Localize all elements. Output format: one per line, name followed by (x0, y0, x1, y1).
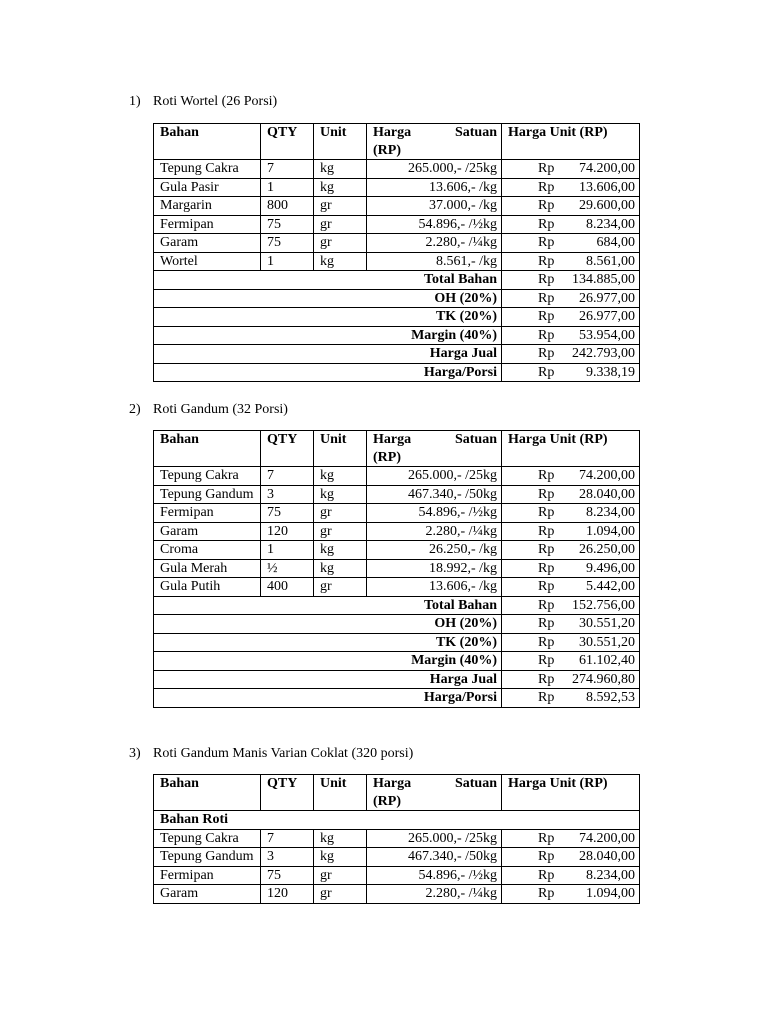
harga-unit-cell (502, 252, 640, 271)
amount-value: 9.338,19 (586, 364, 635, 380)
bahan-cell: Croma (154, 541, 261, 560)
bahan-cell: Gula Pasir (154, 178, 261, 197)
qty-cell: 75 (261, 234, 314, 253)
currency-label: Rp (538, 634, 555, 650)
harga-satuan-cell: 13.606,- /kg (367, 578, 502, 597)
amount (508, 578, 635, 596)
header-harga-unit: Harga Unit (RP) (502, 124, 640, 160)
amount (508, 541, 635, 559)
summary-row (154, 289, 640, 308)
amount-value: 30.551,20 (579, 634, 635, 650)
header-qty: QTY (261, 124, 314, 160)
harga-satuan-cell: 265.000,- /25kg (367, 467, 502, 486)
amount (508, 671, 635, 689)
harga-unit-cell (502, 467, 640, 486)
amount (508, 830, 635, 848)
bahan-cell: Fermipan (154, 215, 261, 234)
summary-label: Harga/Porsi (154, 363, 502, 382)
harga-satuan-cell: 26.250,- /kg (367, 541, 502, 560)
summary-label: Total Bahan (154, 271, 502, 290)
qty-cell: 120 (261, 522, 314, 541)
header-harga-unit: Harga Unit (RP) (502, 431, 640, 467)
currency-label: Rp (538, 671, 555, 687)
amount (508, 290, 635, 308)
amount-value: 29.600,00 (579, 198, 635, 213)
amount-value: 26.977,00 (579, 290, 635, 306)
summary-row (154, 633, 640, 652)
amount (508, 216, 635, 234)
bahan-cell: Tepung Cakra (154, 829, 261, 848)
summary-row (154, 652, 640, 671)
unit-cell: kg (314, 829, 367, 848)
amount-value: 74.200,00 (579, 161, 635, 176)
harga-satuan-cell: 467.340,- /50kg (367, 485, 502, 504)
summary-row (154, 689, 640, 708)
qty-cell: 3 (261, 848, 314, 867)
unit-cell: kg (314, 848, 367, 867)
harga-satuan-cell: 18.992,- /kg (367, 559, 502, 578)
header-harga-line (373, 775, 497, 793)
harga-unit-cell (502, 522, 640, 541)
bahan-cell: Gula Putih (154, 578, 261, 597)
unit-cell: kg (314, 541, 367, 560)
amount (508, 327, 635, 345)
summary-row (154, 308, 640, 327)
table-row (154, 504, 640, 523)
summary-label: TK (20%) (154, 633, 502, 652)
header-unit: Unit (314, 775, 367, 811)
table-row (154, 467, 640, 486)
harga-unit-cell (502, 848, 640, 867)
qty-cell: 75 (261, 215, 314, 234)
currency-label: Rp (538, 653, 555, 668)
unit-cell: gr (314, 522, 367, 541)
header-satuan-word: Satuan (454, 776, 497, 791)
amount-value: 74.200,00 (579, 830, 635, 846)
section-heading-1 (129, 94, 277, 110)
currency-label: Rp (538, 542, 555, 557)
table-row (154, 485, 640, 504)
currency-label: Rp (538, 690, 555, 705)
section-number: 3) (129, 746, 141, 761)
table-row (154, 522, 640, 541)
unit-cell: gr (314, 504, 367, 523)
table-row (154, 252, 640, 271)
amount-value: 61.102,40 (579, 653, 635, 668)
harga-unit-cell (502, 652, 640, 671)
section-number: 1) (129, 94, 141, 109)
amount-value: 30.551,20 (579, 616, 635, 631)
currency-label: Rp (538, 830, 555, 846)
qty-cell: 1 (261, 541, 314, 560)
qty-cell: 400 (261, 578, 314, 597)
amount (508, 615, 635, 633)
harga-unit-cell (502, 504, 640, 523)
summary-label: Harga Jual (154, 670, 502, 689)
qty-cell: 75 (261, 866, 314, 885)
section-title: Roti Wortel (26 Porsi) (153, 94, 278, 109)
currency-label: Rp (538, 179, 555, 195)
harga-unit-cell (502, 578, 640, 597)
qty-cell: 3 (261, 485, 314, 504)
amount (508, 345, 635, 363)
harga-unit-cell (502, 308, 640, 327)
amount (508, 504, 635, 522)
bahan-cell: Margarin (154, 197, 261, 216)
summary-row (154, 670, 640, 689)
harga-unit-cell (502, 271, 640, 290)
amount (508, 467, 635, 485)
bahan-cell: Gula Merah (154, 559, 261, 578)
harga-unit-cell (502, 615, 640, 634)
summary-row (154, 326, 640, 345)
table-row (154, 541, 640, 560)
qty-cell: 7 (261, 467, 314, 486)
unit-cell: gr (314, 234, 367, 253)
qty-cell: 1 (261, 178, 314, 197)
amount-value: 1.094,00 (586, 886, 635, 901)
summary-label: Harga Jual (154, 345, 502, 364)
amount-value: 5.442,00 (586, 579, 635, 594)
amount-value: 8.234,00 (586, 867, 635, 883)
table-row (154, 866, 640, 885)
qty-cell: 7 (261, 160, 314, 179)
harga-unit-cell (502, 326, 640, 345)
header-rp-word: (RP) (373, 793, 401, 809)
bahan-cell: Fermipan (154, 866, 261, 885)
unit-cell: gr (314, 885, 367, 904)
harga-unit-cell (502, 363, 640, 382)
table-row (154, 197, 640, 216)
header-harga-satuan (367, 431, 502, 467)
harga-unit-cell (502, 670, 640, 689)
currency-label: Rp (538, 468, 555, 483)
currency-label: Rp (538, 327, 555, 343)
amount (508, 486, 635, 504)
harga-satuan-cell: 54.896,- /½kg (367, 504, 502, 523)
table-row (154, 215, 640, 234)
qty-cell: 7 (261, 829, 314, 848)
qty-cell: 75 (261, 504, 314, 523)
unit-cell: kg (314, 467, 367, 486)
amount-value: 9.496,00 (586, 560, 635, 576)
summary-label: Harga/Porsi (154, 689, 502, 708)
unit-cell: kg (314, 160, 367, 179)
harga-satuan-cell: 2.280,- /¼kg (367, 522, 502, 541)
unit-cell: kg (314, 178, 367, 197)
qty-cell: 1 (261, 252, 314, 271)
amount (508, 689, 635, 707)
amount (508, 197, 635, 215)
harga-satuan-cell: 265.000,- /25kg (367, 829, 502, 848)
harga-unit-cell (502, 234, 640, 253)
harga-unit-cell (502, 689, 640, 708)
currency-label: Rp (538, 560, 555, 576)
section-heading-2 (129, 402, 288, 418)
amount (508, 597, 635, 615)
harga-satuan-cell: 54.896,- /½kg (367, 215, 502, 234)
bahan-cell: Tepung Cakra (154, 160, 261, 179)
amount-value: 74.200,00 (579, 468, 635, 483)
bahan-cell: Tepung Gandum (154, 485, 261, 504)
header-harga-line (373, 431, 497, 449)
header-satuan-word: Satuan (454, 125, 497, 140)
summary-row (154, 615, 640, 634)
amount (508, 652, 635, 670)
summary-row (154, 363, 640, 382)
amount-value: 684,00 (596, 235, 635, 250)
table-row (154, 578, 640, 597)
header-harga-word: Harga (373, 432, 412, 447)
amount-value: 134.885,00 (572, 272, 635, 287)
section-title: Roti Gandum Manis Varian Coklat (320 porsi) (153, 746, 414, 761)
table-row (154, 829, 640, 848)
header-harga-satuan (367, 124, 502, 160)
cost-table-1 (153, 123, 640, 382)
qty-cell: 800 (261, 197, 314, 216)
amount-value: 8.234,00 (586, 505, 635, 520)
section-number: 2) (129, 402, 141, 417)
bahan-cell: Garam (154, 522, 261, 541)
amount (508, 634, 635, 652)
qty-cell: 120 (261, 885, 314, 904)
table-row (154, 559, 640, 578)
harga-unit-cell (502, 633, 640, 652)
summary-row (154, 345, 640, 364)
group-label: Bahan Roti (154, 811, 640, 830)
header-unit: Unit (314, 431, 367, 467)
harga-unit-cell (502, 197, 640, 216)
bahan-cell: Tepung Gandum (154, 848, 261, 867)
currency-label: Rp (538, 867, 555, 883)
summary-label: TK (20%) (154, 308, 502, 327)
harga-satuan-cell: 8.561,- /kg (367, 252, 502, 271)
amount (508, 160, 635, 178)
summary-row (154, 596, 640, 615)
currency-label: Rp (538, 272, 555, 287)
amount-value: 242.793,00 (572, 346, 635, 361)
unit-cell: gr (314, 866, 367, 885)
unit-cell: kg (314, 252, 367, 271)
currency-label: Rp (538, 216, 555, 232)
table-header-row (154, 775, 640, 811)
amount (508, 234, 635, 252)
header-satuan-word: Satuan (454, 432, 497, 447)
table-row (154, 160, 640, 179)
summary-label: Total Bahan (154, 596, 502, 615)
unit-cell: gr (314, 197, 367, 216)
summary-label: Margin (40%) (154, 326, 502, 345)
currency-label: Rp (538, 849, 555, 864)
harga-satuan-cell: 13.606,- /kg (367, 178, 502, 197)
harga-unit-cell (502, 345, 640, 364)
harga-satuan-cell: 37.000,- /kg (367, 197, 502, 216)
amount-value: 8.592,53 (586, 690, 635, 705)
amount (508, 271, 635, 289)
amount (508, 848, 635, 866)
currency-label: Rp (538, 486, 555, 502)
currency-label: Rp (538, 198, 555, 213)
header-bahan: Bahan (154, 124, 261, 160)
header-harga-word: Harga (373, 776, 412, 791)
bahan-cell: Garam (154, 885, 261, 904)
amount (508, 364, 635, 382)
harga-unit-cell (502, 215, 640, 234)
currency-label: Rp (538, 523, 555, 539)
header-harga-unit: Harga Unit (RP) (502, 775, 640, 811)
amount-value: 53.954,00 (579, 327, 635, 343)
header-rp-word: (RP) (373, 142, 401, 158)
currency-label: Rp (538, 364, 555, 380)
amount (508, 560, 635, 578)
summary-row (154, 271, 640, 290)
unit-cell: kg (314, 559, 367, 578)
amount-value: 1.094,00 (586, 523, 635, 539)
table-row (154, 234, 640, 253)
harga-unit-cell (502, 885, 640, 904)
group-row (154, 811, 640, 830)
bahan-cell: Tepung Cakra (154, 467, 261, 486)
table-header-row (154, 431, 640, 467)
amount (508, 885, 635, 903)
amount (508, 253, 635, 271)
currency-label: Rp (538, 309, 555, 324)
harga-satuan-cell: 54.896,- /½kg (367, 866, 502, 885)
header-harga-line (373, 124, 497, 142)
currency-label: Rp (538, 597, 555, 613)
bahan-cell: Wortel (154, 252, 261, 271)
currency-label: Rp (538, 161, 555, 176)
header-bahan: Bahan (154, 431, 261, 467)
harga-unit-cell (502, 596, 640, 615)
summary-label: OH (20%) (154, 289, 502, 308)
amount-value: 28.040,00 (579, 849, 635, 864)
cost-table-2 (153, 430, 640, 708)
header-qty: QTY (261, 775, 314, 811)
table-header-row (154, 124, 640, 160)
amount-value: 13.606,00 (579, 179, 635, 195)
currency-label: Rp (538, 886, 555, 901)
bahan-cell: Garam (154, 234, 261, 253)
header-qty: QTY (261, 431, 314, 467)
amount-value: 28.040,00 (579, 486, 635, 502)
header-unit: Unit (314, 124, 367, 160)
table-row (154, 848, 640, 867)
section-title: Roti Gandum (32 Porsi) (153, 402, 288, 417)
harga-unit-cell (502, 559, 640, 578)
cost-table-3 (153, 774, 640, 904)
harga-satuan-cell: 2.280,- /¼kg (367, 234, 502, 253)
bahan-cell: Fermipan (154, 504, 261, 523)
amount-value: 26.977,00 (579, 309, 635, 324)
amount (508, 523, 635, 541)
harga-unit-cell (502, 289, 640, 308)
amount-value: 152.756,00 (572, 597, 635, 613)
currency-label: Rp (538, 505, 555, 520)
amount (508, 867, 635, 885)
qty-cell: ½ (261, 559, 314, 578)
amount-value: 274.960,80 (572, 671, 635, 687)
table-row (154, 885, 640, 904)
currency-label: Rp (538, 290, 555, 306)
table-row (154, 178, 640, 197)
header-harga-satuan (367, 775, 502, 811)
currency-label: Rp (538, 579, 555, 594)
section-heading-3 (129, 746, 413, 762)
amount-value: 8.234,00 (586, 216, 635, 232)
header-harga-word: Harga (373, 125, 412, 140)
amount (508, 308, 635, 326)
currency-label: Rp (538, 253, 555, 269)
header-bahan: Bahan (154, 775, 261, 811)
header-rp-word: (RP) (373, 449, 401, 465)
amount-value: 26.250,00 (579, 542, 635, 557)
harga-unit-cell (502, 866, 640, 885)
harga-satuan-cell: 467.340,- /50kg (367, 848, 502, 867)
summary-label: Margin (40%) (154, 652, 502, 671)
harga-unit-cell (502, 541, 640, 560)
summary-label: OH (20%) (154, 615, 502, 634)
harga-satuan-cell: 2.280,- /¼kg (367, 885, 502, 904)
amount-value: 8.561,00 (586, 253, 635, 269)
currency-label: Rp (538, 235, 555, 250)
currency-label: Rp (538, 346, 555, 361)
harga-unit-cell (502, 485, 640, 504)
harga-unit-cell (502, 178, 640, 197)
harga-unit-cell (502, 829, 640, 848)
harga-unit-cell (502, 160, 640, 179)
currency-label: Rp (538, 616, 555, 631)
unit-cell: kg (314, 485, 367, 504)
unit-cell: gr (314, 578, 367, 597)
harga-satuan-cell: 265.000,- /25kg (367, 160, 502, 179)
amount (508, 179, 635, 197)
unit-cell: gr (314, 215, 367, 234)
